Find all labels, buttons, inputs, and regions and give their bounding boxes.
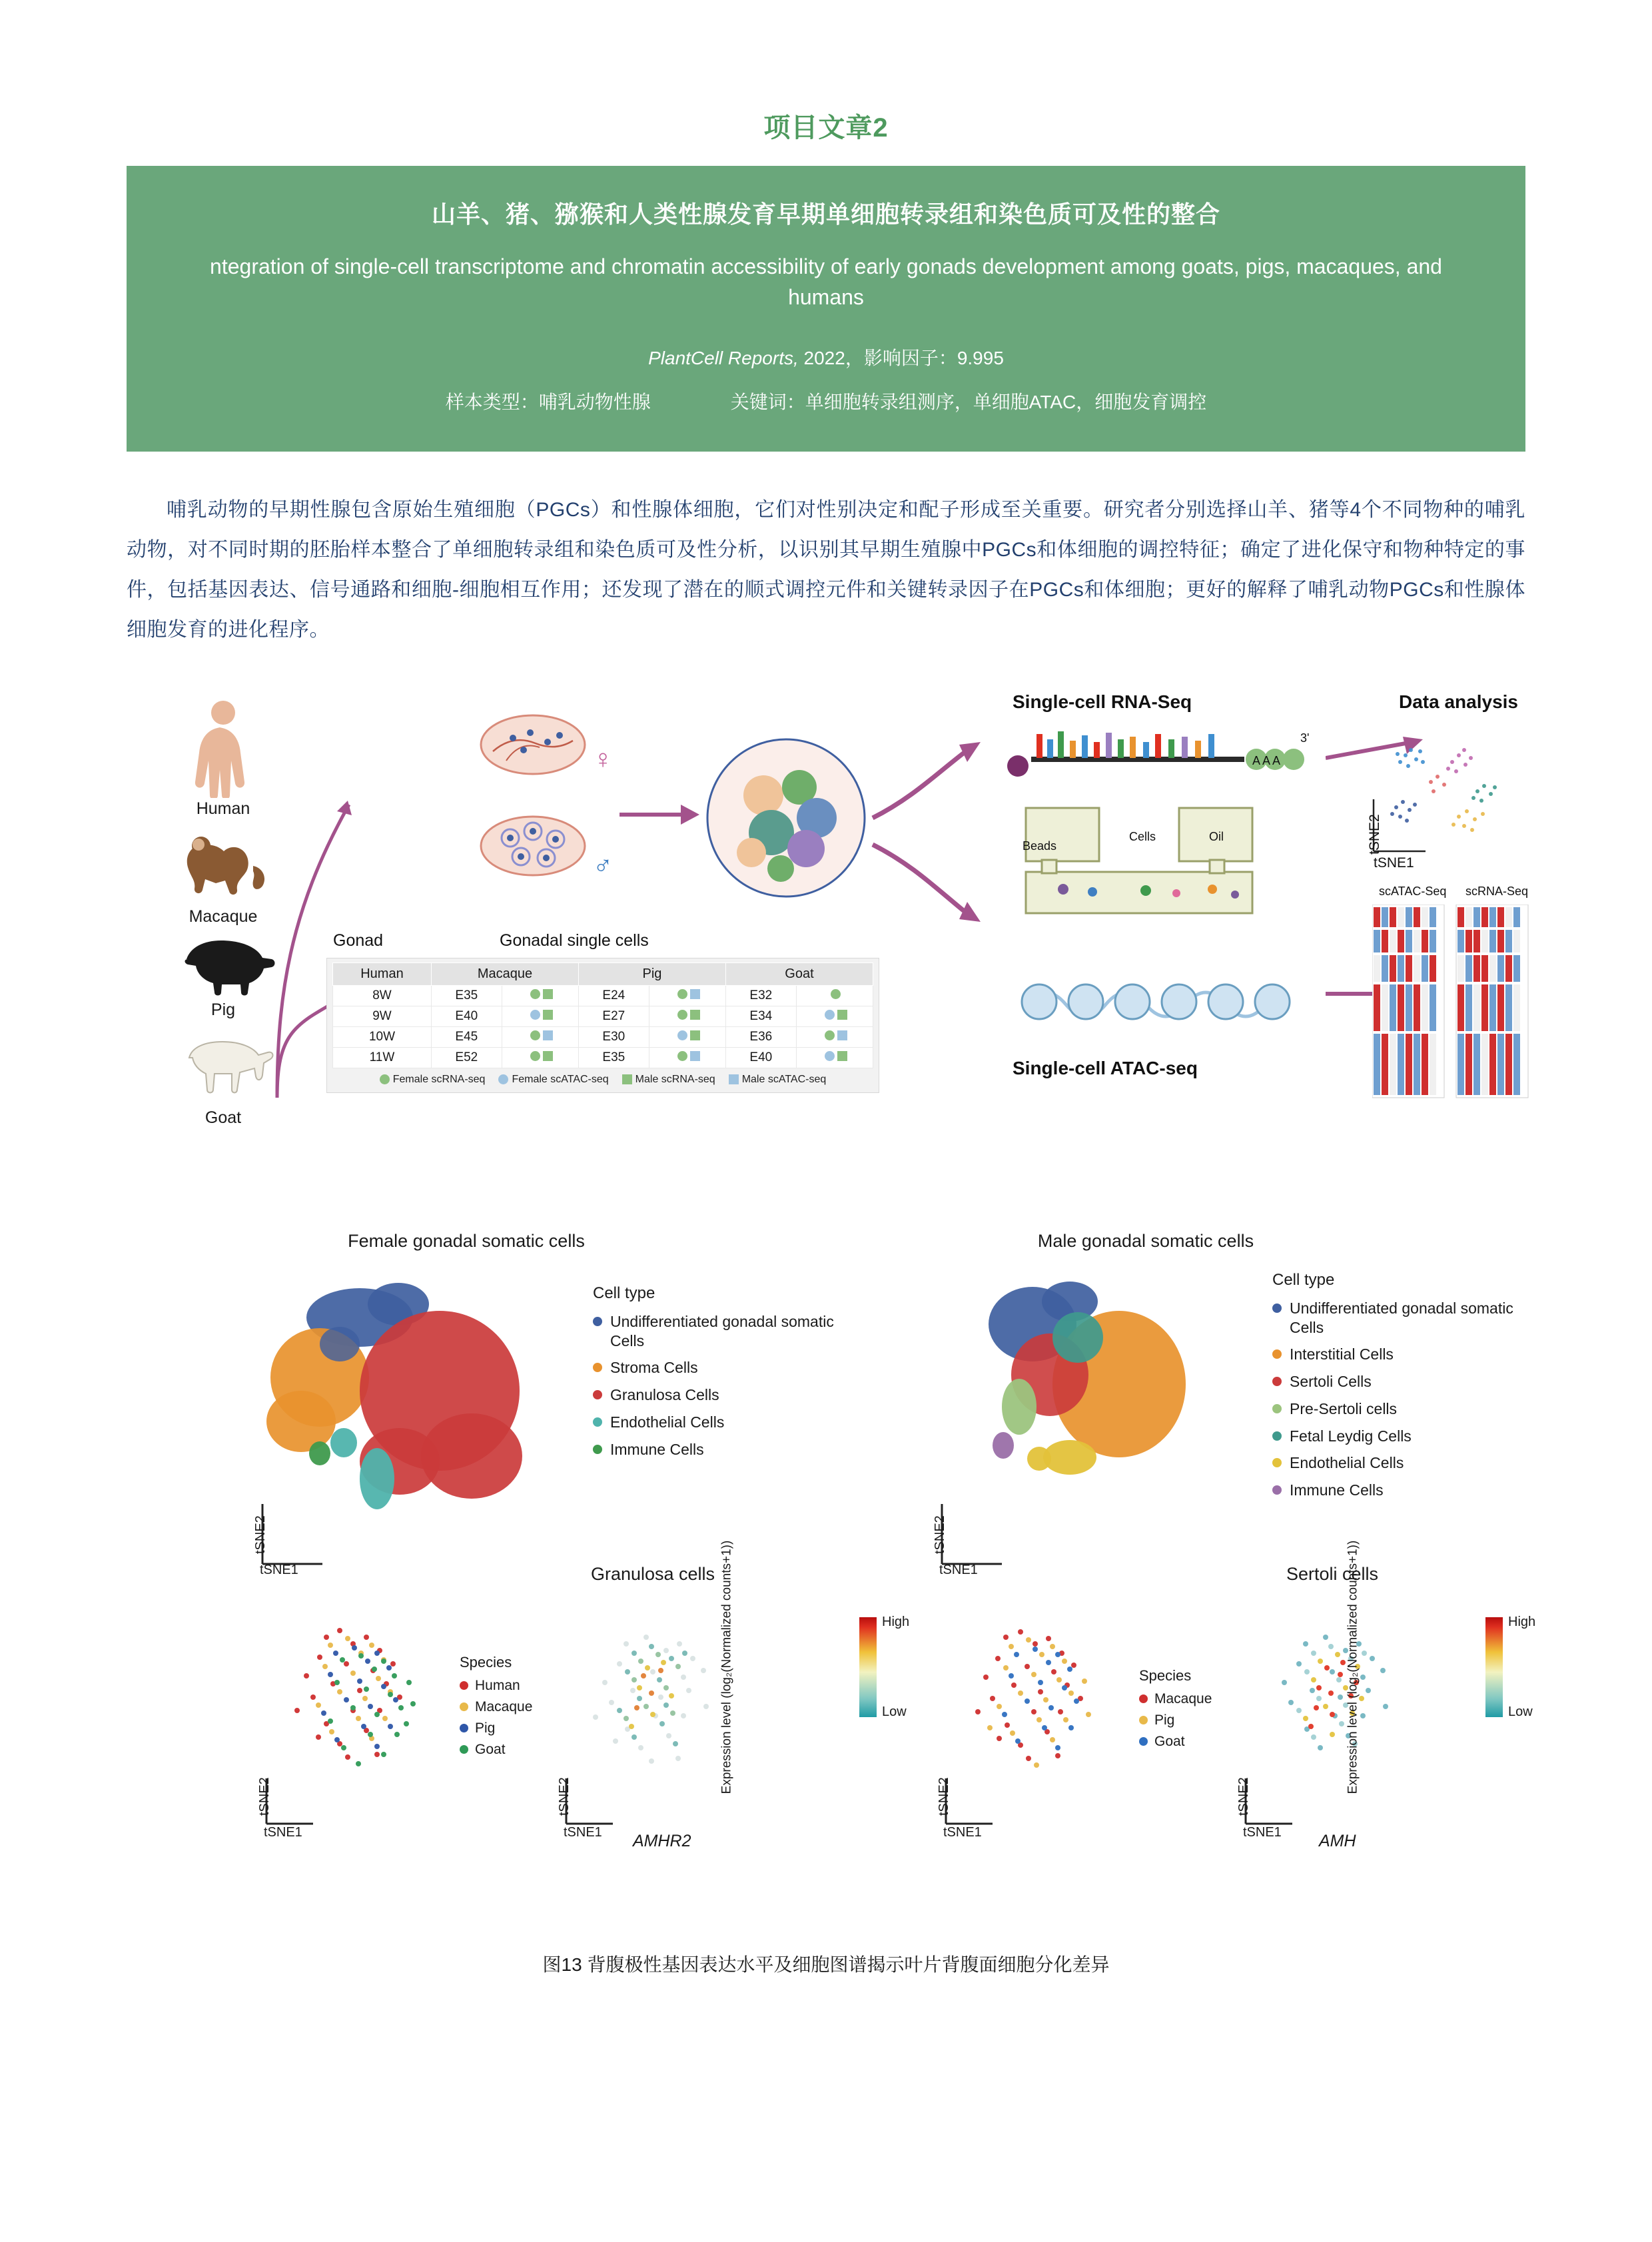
legend-item [1272, 1427, 1539, 1446]
journal-line [173, 344, 1479, 370]
colorbar-low-label: Low [882, 1704, 907, 1719]
table-row [333, 1026, 873, 1047]
legend-item [1272, 1345, 1539, 1364]
pig-marks [649, 1047, 725, 1068]
legend-title: Cell type [593, 1284, 655, 1302]
legend-title: Species [460, 1653, 512, 1671]
female-symbol: ♀ [593, 744, 613, 774]
colorbar-axis-label: Expression level (log₂(Normalized counts+1)) [719, 1540, 734, 1794]
legend-label: Goat [475, 1741, 506, 1757]
cell-goat-stage: E36 [725, 1026, 796, 1047]
species-macaque [160, 823, 286, 930]
legend-title: Cell type [1272, 1270, 1335, 1289]
legend-label: Goat [1154, 1733, 1185, 1749]
legend-label: Undifferentiated gonadal somatic Cells [1290, 1299, 1513, 1336]
gonadal-single-cells-label: Gonadal single cells [500, 931, 649, 950]
human-silhouette-icon [160, 698, 286, 798]
legend-label: Immune Cells [610, 1440, 704, 1458]
macaque-marks [502, 1047, 578, 1068]
section-title: 项目文章2 [763, 113, 889, 143]
species-label-goat: Goat [205, 1108, 242, 1127]
workflow-tsne-scatter [1359, 725, 1525, 871]
cell-goat-stage: E32 [725, 985, 796, 1006]
pig-silhouette-icon [160, 930, 286, 996]
cells-to-assays-arrows [866, 725, 1006, 951]
legend-item [460, 1678, 532, 1694]
cell-human-stage: 9W [333, 1006, 432, 1026]
species-label-pig: Pig [210, 1000, 236, 1019]
male-tsne-celltype-plot [919, 1264, 1266, 1584]
legend-item [1272, 1481, 1539, 1500]
col-human: Human [333, 962, 432, 985]
legend-label: Male scATAC-seq [741, 1073, 827, 1085]
cell-human-stage: 11W [333, 1047, 432, 1068]
goat-marks [796, 1047, 873, 1068]
male-species-tsne1-label: tSNE1 [943, 1824, 982, 1840]
female-species-tsne1-label: tSNE1 [264, 1824, 302, 1840]
legend-item [593, 1385, 859, 1405]
polyA-label: A A A [1252, 753, 1281, 767]
colorbar-axis-label: Expression level (log₂(Normalized counts+1)) [1346, 1540, 1360, 1794]
col-macaque: Macaque [431, 962, 578, 985]
beads-label: Beads [1023, 839, 1057, 853]
legend-label: Endothelial Cells [610, 1413, 725, 1431]
male-celltype-legend [1272, 1271, 1539, 1508]
colorbar-high-label: High [882, 1614, 910, 1629]
legend-item [380, 1074, 486, 1086]
cell-macaque-stage: E35 [431, 985, 502, 1006]
cell-goat-stage: E34 [725, 1006, 796, 1026]
legend-label: Pre-Sertoli cells [1290, 1399, 1398, 1417]
cell-macaque-stage: E40 [431, 1006, 502, 1026]
pig-marks [649, 1006, 725, 1026]
pig-marks [649, 1026, 725, 1047]
female-tsne1-label: tSNE1 [260, 1562, 298, 1577]
microfluidic-chip [1013, 801, 1306, 941]
heatmap-left-title: scATAC-Seq [1379, 884, 1447, 898]
cell-pig-stage: E30 [578, 1026, 649, 1047]
cell-human-stage: 10W [333, 1026, 432, 1047]
species-goat [160, 1026, 286, 1132]
legend-item [1139, 1691, 1212, 1707]
cell-macaque-stage: E52 [431, 1047, 502, 1068]
cell-goat-stage: E40 [725, 1047, 796, 1068]
cell-pig-stage: E24 [578, 985, 649, 1006]
sertoli-tsne2-label: tSNE2 [1236, 1776, 1251, 1816]
legend-item [460, 1742, 532, 1758]
figure-container [127, 685, 1536, 1924]
cells-label: Cells [1129, 829, 1156, 843]
legend-label: Interstitial Cells [1290, 1345, 1394, 1363]
legend-item [729, 1074, 827, 1086]
col-pig: Pig [578, 962, 725, 985]
male-panel-title: Male gonadal somatic cells [1037, 1230, 1254, 1251]
legend-label: Macaque [475, 1698, 533, 1714]
scrna-seq-title: Single-cell RNA-Seq [1013, 691, 1192, 712]
gonad-to-cells-arrow [620, 778, 706, 851]
goat-silhouette-icon [160, 1026, 286, 1106]
workflow-panel [127, 685, 1529, 1191]
single-cell-suspension [699, 731, 873, 905]
legend-item [593, 1312, 859, 1351]
figure-caption: 图13 背腹极性基因表达水平及细胞图谱揭示叶片背腹面细胞分化差异 [542, 1954, 1110, 1975]
journal-meta: 2022，影响因子：9.995 [803, 347, 1004, 368]
female-species-tsne2-label: tSNE2 [257, 1776, 272, 1816]
species-pig [160, 930, 286, 1030]
legend-item [1272, 1299, 1539, 1337]
granulosa-colorbar [719, 1540, 910, 1794]
female-panel-title: Female gonadal somatic cells [348, 1230, 585, 1251]
table-legend [332, 1074, 873, 1086]
gonad-label: Gonad [333, 931, 384, 950]
granulosa-tsne2-label: tSNE2 [557, 1776, 572, 1816]
legend-label: Macaque [1154, 1690, 1212, 1706]
macaque-marks [502, 1026, 578, 1047]
species-human [160, 698, 286, 818]
male-tsne2-label: tSNE2 [933, 1515, 947, 1554]
legend-item [498, 1074, 608, 1086]
granulosa-expr-title: Granulosa cells [590, 1563, 715, 1584]
colorbar-low-label: Low [1508, 1704, 1533, 1719]
sertoli-gene-label: AMH [1319, 1831, 1356, 1850]
legend-item [1272, 1372, 1539, 1391]
legend-title: Species [1139, 1667, 1192, 1684]
legend-label: Pig [1154, 1712, 1175, 1728]
goat-marks [796, 1006, 873, 1026]
table-row [333, 985, 873, 1006]
female-tsne2-label: tSNE2 [253, 1515, 268, 1554]
goat-marks [796, 1026, 873, 1047]
legend-item [1272, 1453, 1539, 1473]
colorbar-high-label: High [1508, 1614, 1536, 1629]
colorbar-gradient [1485, 1617, 1503, 1717]
granulosa-expression-plot [546, 1597, 779, 1844]
journal-name: PlantCell Reports, [648, 347, 799, 368]
workflow-tsne1-label: tSNE1 [1374, 855, 1414, 871]
species-label-human: Human [196, 799, 250, 818]
male-species-legend [1139, 1667, 1212, 1755]
keywords: 关键词：单细胞转录组测序，单细胞ATAC，细胞发育调控 [730, 391, 1207, 412]
legend-label: Human [475, 1677, 520, 1693]
female-celltype-legend [593, 1284, 859, 1467]
cell-macaque-stage: E45 [431, 1026, 502, 1047]
sertoli-expr-title: Sertoli cells [1286, 1563, 1379, 1584]
table-row [333, 1006, 873, 1026]
table-row [333, 1047, 873, 1068]
article-title-cn: 山羊、猪、猕猴和人类性腺发育早期单细胞转录组和染色质可及性的整合 [431, 200, 1220, 228]
legend-label: Male scRNA-seq [635, 1073, 715, 1085]
pig-marks [649, 985, 725, 1006]
granulosa-gene-label: AMHR2 [633, 1831, 691, 1850]
legend-label: Stroma Cells [610, 1359, 698, 1377]
oil-label: Oil [1209, 829, 1224, 843]
goat-marks [796, 985, 873, 1006]
macaque-marks [502, 985, 578, 1006]
legend-label: Immune Cells [1290, 1481, 1384, 1499]
macaque-silhouette-icon [160, 823, 286, 903]
granulosa-tsne1-label: tSNE1 [564, 1824, 602, 1840]
cell-pig-stage: E27 [578, 1006, 649, 1026]
legend-label: Fetal Leydig Cells [1290, 1427, 1412, 1445]
macaque-marks [502, 1006, 578, 1026]
legend-label: Sertoli Cells [1290, 1373, 1372, 1391]
heatmap-right-title: scRNA-Seq [1465, 884, 1529, 898]
legend-label: Female scRNA-seq [392, 1073, 486, 1085]
legend-item [593, 1358, 859, 1377]
sertoli-expression-plot [1226, 1597, 1459, 1844]
male-species-tsne2-label: tSNE2 [937, 1776, 951, 1816]
heatmap-grid [1372, 905, 1532, 1104]
male-symbol: ♂ [593, 851, 613, 881]
legend-item [593, 1413, 859, 1432]
three-prime-label: 3' [1300, 731, 1310, 745]
abstract-paragraph: 哺乳动物的早期性腺包含原始生殖细胞（PGCs）和性腺体细胞，它们对性别决定和配子形成至关重要。研究者分别选择山羊、猪等4个不同物种的哺乳动物，对不同时期的胚胎样本整合了单细胞转录组和染色质可及性分析，以识别其早期生殖腺中PGCs和体细胞的调控特征；确定了进化保守和物种特定的事件，包括基因表达、信号通路和细胞-细胞相互作用；还发现了潜在的顺式调控元件和关键转录因子在PGCs和体细胞；更好的解释了哺乳动物PGCs和性腺体细胞发育的进化程序。 [127, 498, 1525, 641]
article-title-en: ntegration of single-cell transcriptome and chromatin accessibility of early gonads development among goats, pigs, macaques, and humans [210, 254, 1442, 310]
legend-label: Granulosa Cells [610, 1386, 719, 1404]
nucleosome-chain [1013, 964, 1319, 1038]
legend-item [460, 1699, 532, 1715]
legend-label: Female scATAC-seq [512, 1073, 609, 1085]
sample-stage-table [326, 958, 879, 1093]
male-tsne1-label: tSNE1 [939, 1562, 978, 1577]
sertoli-tsne1-label: tSNE1 [1243, 1824, 1282, 1840]
female-tsne-celltype-plot [240, 1264, 586, 1584]
workflow-tsne2-label: tSNE2 [1367, 814, 1382, 855]
article-header-card [127, 166, 1525, 452]
female-species-legend [460, 1654, 532, 1763]
cell-pig-stage: E35 [578, 1047, 649, 1068]
colorbar-gradient [859, 1617, 877, 1717]
data-analysis-title: Data analysis [1399, 691, 1518, 712]
legend-item [1272, 1399, 1539, 1419]
legend-item [1139, 1712, 1212, 1728]
legend-label: Endothelial Cells [1290, 1454, 1404, 1472]
article-meta [173, 388, 1479, 414]
sertoli-colorbar [1346, 1540, 1536, 1794]
legend-item [460, 1720, 532, 1736]
cell-human-stage: 8W [333, 985, 432, 1006]
sample-type: 样本类型：哺乳动物性腺 [445, 391, 651, 412]
species-label-macaque: Macaque [189, 907, 258, 926]
legend-item [593, 1440, 859, 1459]
scatac-seq-title: Single-cell ATAC-seq [1013, 1057, 1198, 1078]
legend-label: Undifferentiated gonadal somatic Cells [610, 1312, 834, 1349]
legend-label: Pig [475, 1720, 496, 1736]
col-goat: Goat [725, 962, 873, 985]
legend-item [622, 1074, 715, 1086]
legend-item [1139, 1734, 1212, 1750]
